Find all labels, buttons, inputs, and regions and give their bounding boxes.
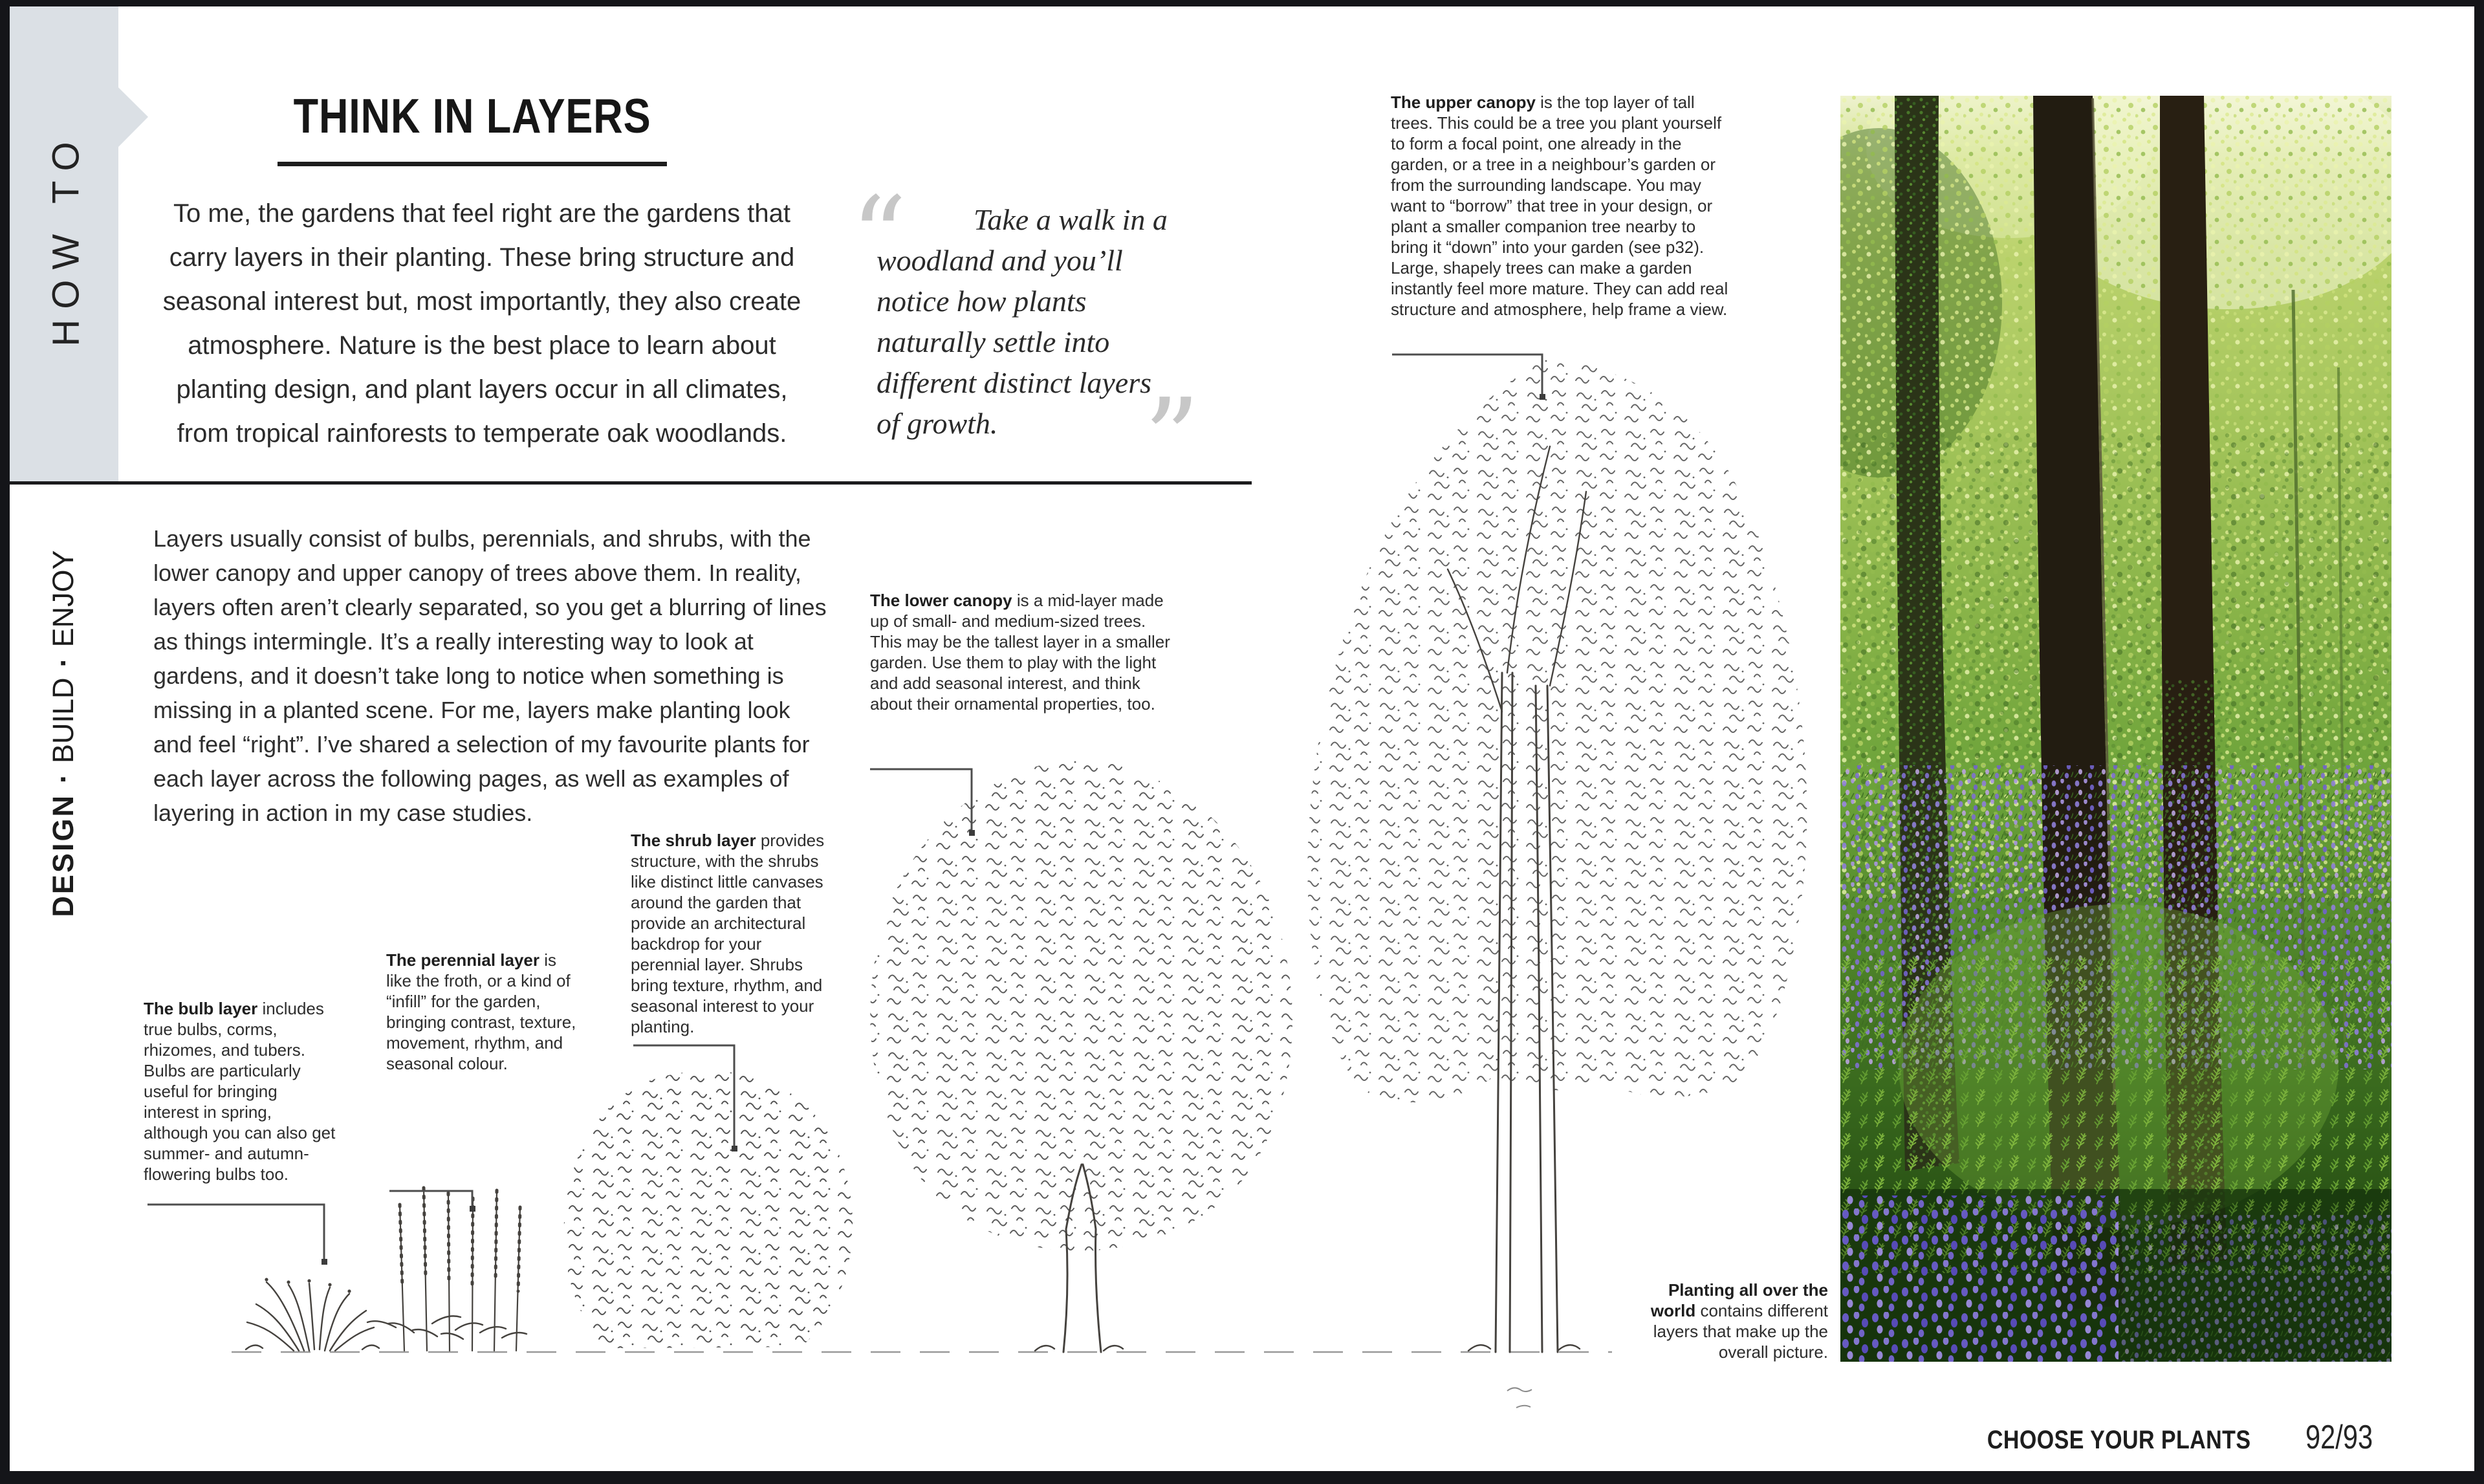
caption-photo — [1642, 1280, 1828, 1362]
caption-upper-canopy-lead: The upper canopy — [1391, 93, 1536, 112]
body-paragraph: Layers usually consist of bulbs, perennials, and shrubs, with the lower canopy and upper canopy of trees above them. In reality, layers often aren’t clearly separated, so you get a blurring of lines as things intermingle. It’s a really interesting way to look at gardens, and it doesn’t take long to notice when something is missing in a planted scene. For me, layers make planting look and feel “right”. I’ve shared a selection of my favourite plants for each layer across the following pages, as well as examples of layering in action in my case studies. — [153, 525, 827, 826]
shrub-layer-sketch — [564, 1071, 853, 1348]
section-divider-rule — [10, 481, 1252, 485]
strip-dot: · — [47, 774, 80, 784]
caption-bulb-layer — [144, 998, 336, 1184]
caption-shrub-layer-lead: The shrub layer — [631, 831, 756, 850]
open-quote-icon: “ — [851, 173, 907, 301]
close-quote-icon: ” — [1144, 375, 1200, 503]
caption-upper-canopy-text: is the top layer of tall trees. This could be a tree you plant yourself to form a focal point, one already in the garden, or a tree in a neighbour’s garden or from the surrounding landscape. You may want to “borrow” that tree in your design, or plant a smaller companion tree nearby to bring it “down” into your garden (see p32). Large, shapely trees can make a garden instantly feel more mature. They can add real structure and atmosphere, help frame a view. — [1391, 93, 1728, 319]
leader-perennial-layer — [389, 1191, 472, 1206]
artist-signature-marks — [1507, 1388, 1532, 1408]
caption-lower-canopy — [870, 590, 1173, 714]
leader-bulb-layer — [147, 1205, 324, 1259]
sidebar-how-to-label: HOW TO — [45, 131, 87, 347]
bulb-layer-sketch — [246, 1278, 379, 1351]
leader-upper-canopy — [1392, 355, 1542, 394]
pull-quote-text: Take a walk in a woodland and you’ll notice how plants naturally settle into different distinct layers of growth. — [877, 203, 1168, 440]
strip-word-enjoy: ENJOY — [47, 550, 80, 648]
caption-shrub-layer-text: provides structure, with the shrubs like distinct little canvases around the garden that provide an architectural backdrop for your perennial layer. Shrubs bring texture, rhythm, and seasonal interest to your planting. — [631, 831, 825, 1036]
title-underline — [278, 162, 667, 166]
lower-canopy-sketch — [870, 758, 1292, 1352]
strip-word-design: DESIGN — [47, 794, 80, 917]
page-title: THINK IN LAYERS — [293, 89, 651, 143]
strip-dot: · — [47, 657, 80, 668]
caption-lower-canopy-lead: The lower canopy — [870, 591, 1012, 610]
caption-upper-canopy — [1391, 92, 1732, 320]
caption-perennial-layer — [386, 950, 585, 1074]
caption-bulb-layer-text: includes true bulbs, corms, rhizomes, and tubers. Bulbs are particularly useful for bringing interest in spring, although you can also get summer- and autumn-flowering bulbs too. — [144, 999, 336, 1184]
woodland-photo — [1840, 96, 2391, 1362]
caption-perennial-layer-lead: The perennial layer — [386, 950, 539, 970]
footer-page-numbers: 92/93 — [2305, 1419, 2373, 1456]
caption-bulb-layer-lead: The bulb layer — [144, 999, 258, 1018]
caption-perennial-layer-text: is like the froth, or a kind of “infill” for the garden, bringing contrast, texture, movement, rhythm, and seasonal colour. — [386, 950, 576, 1073]
caption-photo-lead: Planting all over the world — [1650, 1280, 1828, 1320]
sidebar-design-build-enjoy — [47, 488, 80, 979]
leader-lower-canopy — [870, 769, 972, 830]
strip-word-build: BUILD — [47, 677, 80, 764]
page-footer — [1941, 1418, 2373, 1457]
pull-quote — [851, 173, 1200, 503]
perennial-layer-sketch — [367, 1188, 527, 1351]
caption-shrub-layer — [631, 830, 833, 1037]
leader-shrub-layer — [633, 1045, 734, 1146]
footer-section-title: CHOOSE YOUR PLANTS — [1987, 1426, 2251, 1454]
caption-photo-text: contains different layers that make up the overall picture. — [1653, 1301, 1828, 1362]
caption-lower-canopy-text: is a mid-layer made up of small- and medium-sized trees. This may be the tallest layer in a smaller garden. Use them to play with the light and add seasonal interest, and think about their ornamental properties, too. — [870, 591, 1170, 714]
upper-canopy-sketch — [1307, 357, 1807, 1408]
intro-paragraph: To me, the gardens that feel right are the gardens that carry layers in their planting. These bring structure and seasonal interest but, most importantly, they also create atmosphere. Nature is the best place to learn about planting design, and plant layers occur in all climates, from tropical rainforests to temperate oak woodlands. — [162, 199, 801, 448]
woodland-photo-art — [1840, 96, 2391, 1362]
